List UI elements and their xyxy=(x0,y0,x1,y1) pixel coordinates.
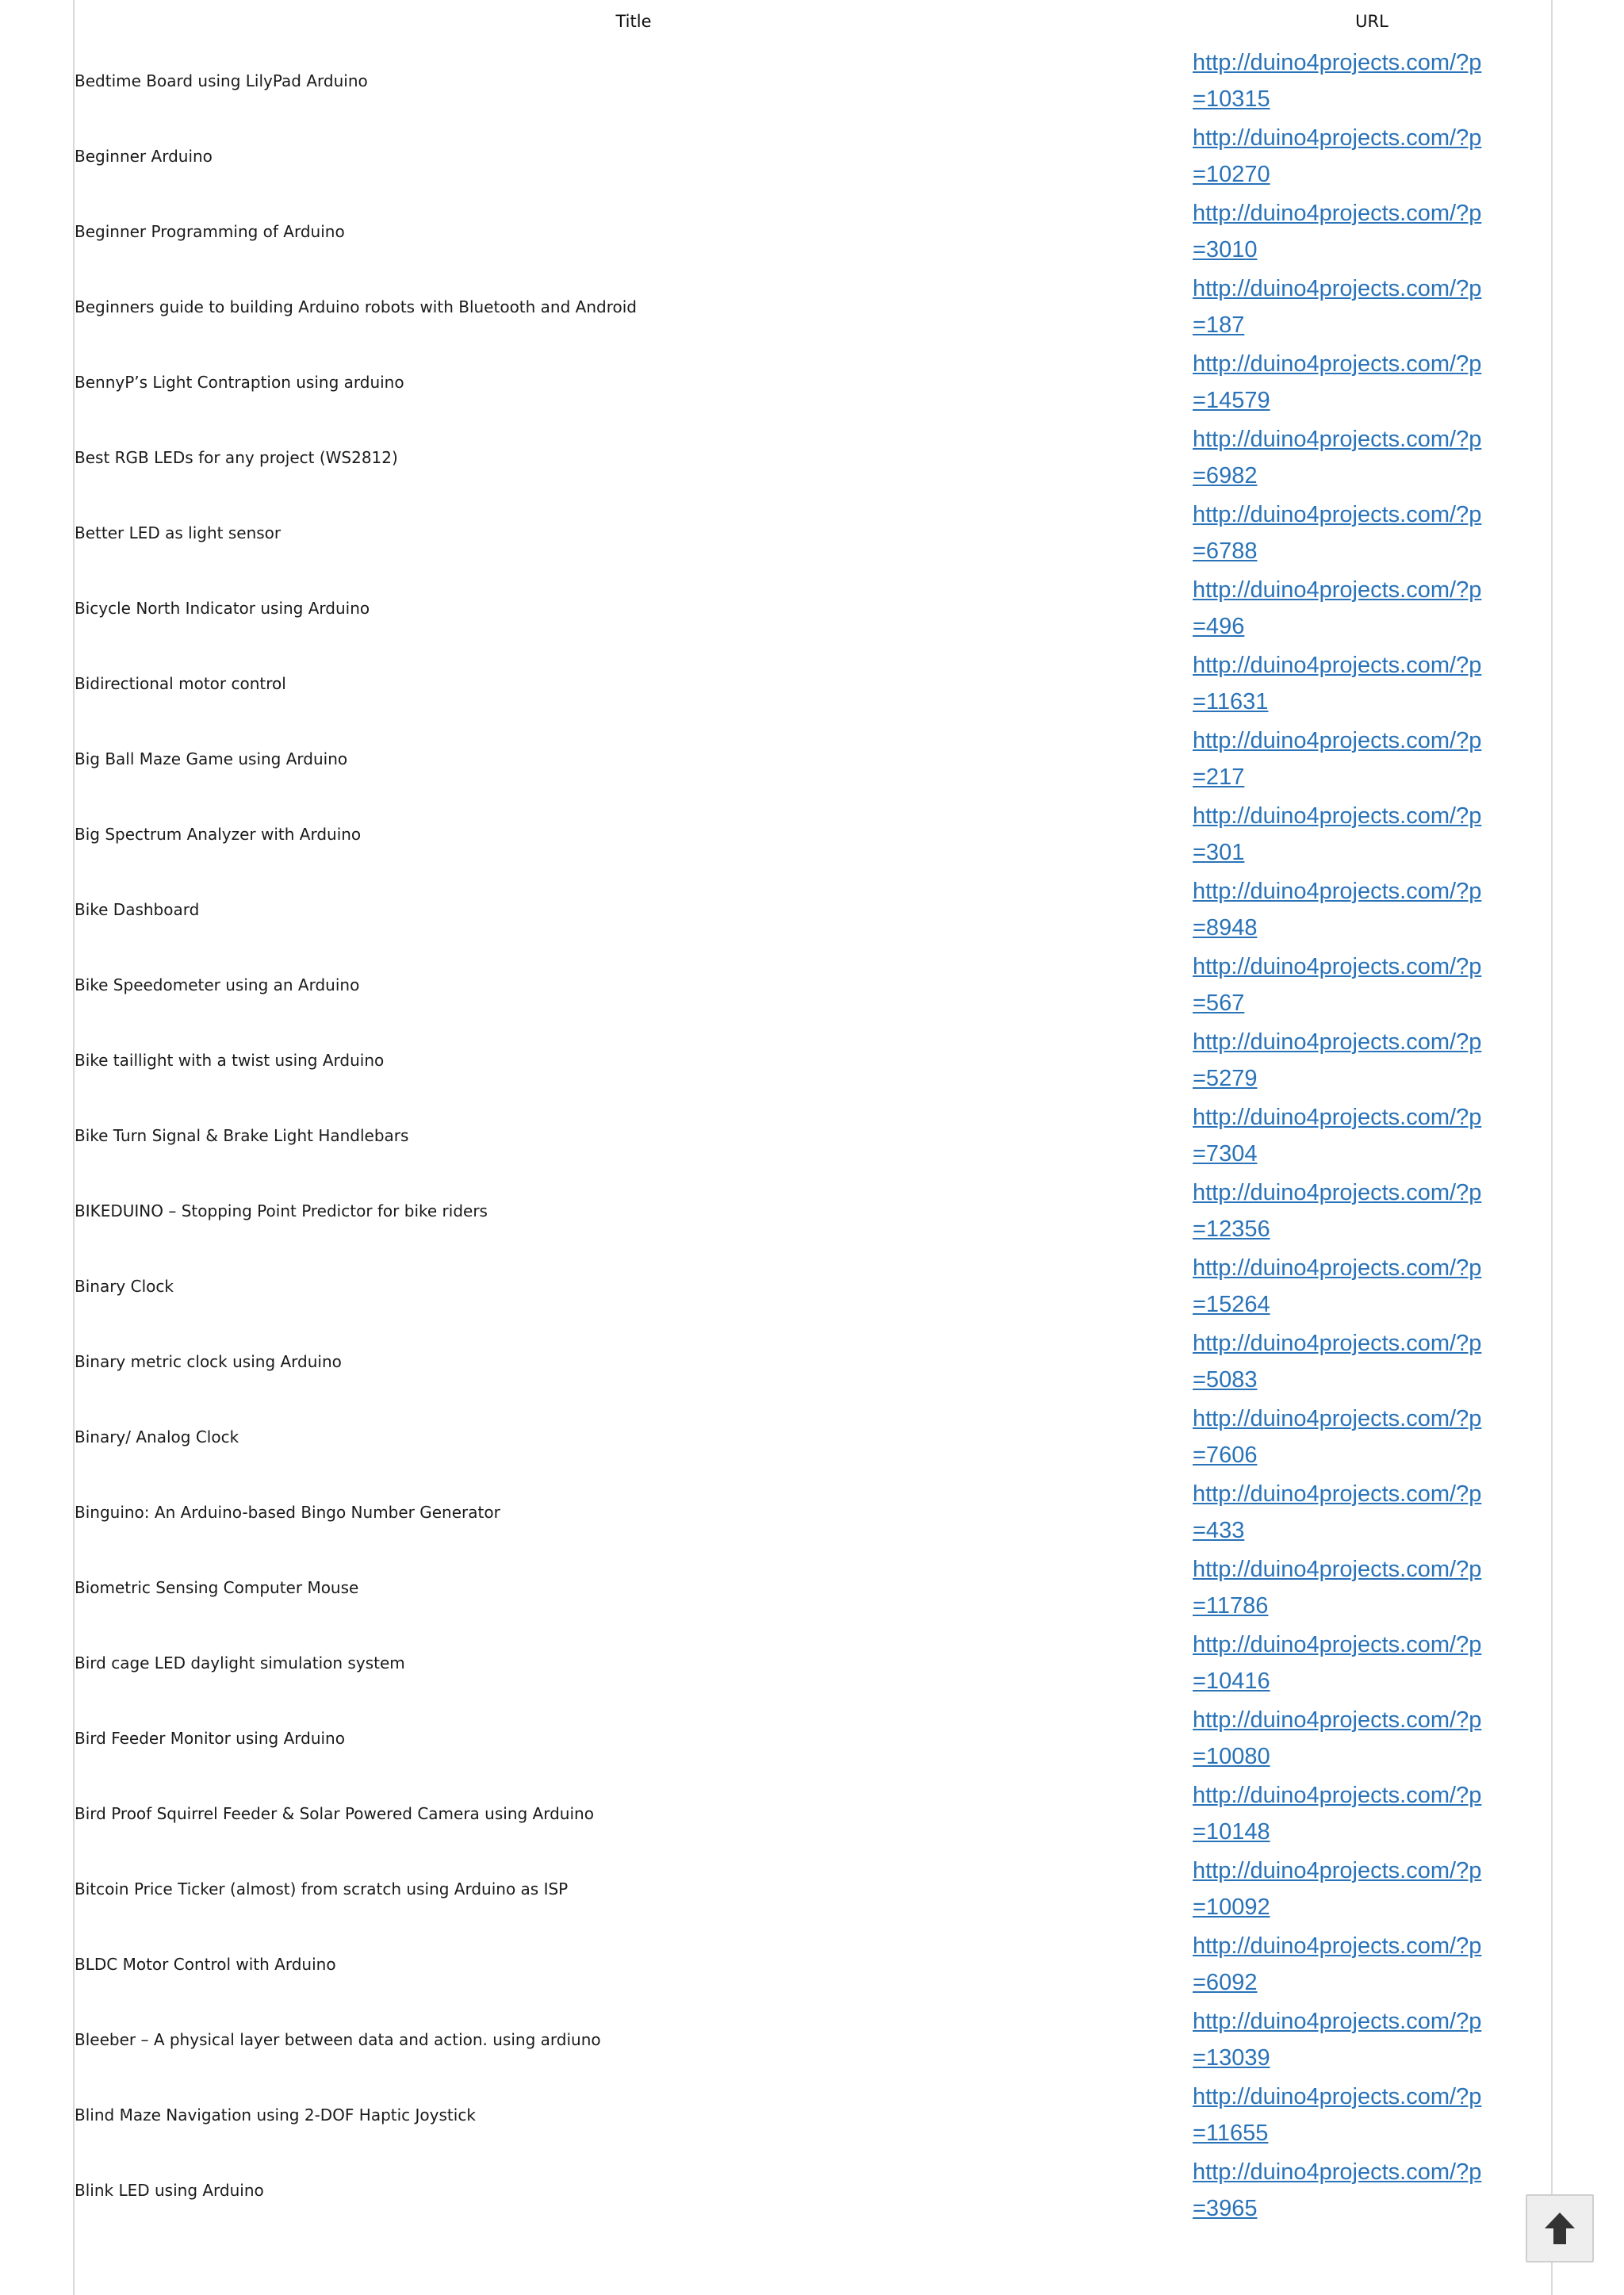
project-title: Bike Dashboard xyxy=(75,899,200,919)
url-cell xyxy=(1193,1098,1551,1173)
project-link[interactable]: http://duino4projects.com/?p=5279 xyxy=(1193,1029,1482,1091)
project-title: Biometric Sensing Computer Mouse xyxy=(75,1577,359,1597)
table-row xyxy=(75,118,1551,193)
table-row xyxy=(75,1474,1551,1550)
project-link[interactable]: http://duino4projects.com/?p=301 xyxy=(1193,803,1482,865)
table-row xyxy=(75,1776,1551,1851)
project-link[interactable]: http://duino4projects.com/?p=12356 xyxy=(1193,1179,1482,1242)
project-title: Bidirectional motor control xyxy=(75,673,286,693)
project-link[interactable]: http://duino4projects.com/?p=433 xyxy=(1193,1481,1482,1543)
project-link[interactable]: http://duino4projects.com/?p=10315 xyxy=(1193,49,1482,112)
project-link[interactable]: http://duino4projects.com/?p=3965 xyxy=(1193,2159,1482,2221)
project-link[interactable]: http://duino4projects.com/?p=496 xyxy=(1193,577,1482,639)
url-cell xyxy=(1193,344,1551,420)
table-row xyxy=(75,420,1551,495)
url-cell xyxy=(1193,269,1551,344)
project-link[interactable]: http://duino4projects.com/?p=217 xyxy=(1193,727,1482,790)
table-row xyxy=(75,344,1551,420)
content-frame xyxy=(73,0,1553,2295)
project-title: Better LED as light sensor xyxy=(75,523,282,542)
url-cell xyxy=(1193,2077,1551,2152)
project-title: BennyP’s Light Contraption using arduino xyxy=(75,372,404,392)
url-cell xyxy=(1193,43,1551,118)
project-link[interactable]: http://duino4projects.com/?p=7304 xyxy=(1193,1104,1482,1167)
url-cell xyxy=(1193,1248,1551,1324)
table-row xyxy=(75,495,1551,570)
table-row xyxy=(75,193,1551,269)
table-row xyxy=(75,2077,1551,2152)
table-row xyxy=(75,1248,1551,1324)
url-column-header: URL xyxy=(1355,12,1388,31)
url-cell xyxy=(1193,1474,1551,1550)
posts-table xyxy=(75,0,1551,2228)
table-row xyxy=(75,1022,1551,1098)
project-title: Best RGB LEDs for any project (WS2812) xyxy=(75,447,398,467)
table-row xyxy=(75,2152,1551,2228)
project-title: Big Spectrum Analyzer with Arduino xyxy=(75,824,362,844)
project-link[interactable]: http://duino4projects.com/?p=15264 xyxy=(1193,1255,1482,1317)
table-row xyxy=(75,1700,1551,1776)
project-title: BIKEDUINO – Stopping Point Predictor for bike riders xyxy=(75,1201,488,1220)
project-title: Bike taillight with a twist using Arduino xyxy=(75,1050,385,1070)
project-link[interactable]: http://duino4projects.com/?p=11655 xyxy=(1193,2083,1482,2146)
project-title: Bicycle North Indicator using Arduino xyxy=(75,598,370,618)
project-link[interactable]: http://duino4projects.com/?p=11631 xyxy=(1193,652,1482,715)
url-cell xyxy=(1193,118,1551,193)
table-row xyxy=(75,872,1551,947)
url-cell xyxy=(1193,2002,1551,2077)
project-title: Bedtime Board using LilyPad Arduino xyxy=(75,71,368,90)
url-cell xyxy=(1193,1550,1551,1625)
url-cell xyxy=(1193,570,1551,646)
url-cell xyxy=(1193,721,1551,796)
project-title: Beginner Programming of Arduino xyxy=(75,221,345,241)
project-title: Bitcoin Price Ticker (almost) from scratch using Arduino as ISP xyxy=(75,1879,569,1898)
url-cell xyxy=(1193,193,1551,269)
table-row xyxy=(75,796,1551,872)
project-title: Bird Feeder Monitor using Arduino xyxy=(75,1728,345,1748)
url-cell xyxy=(1193,1173,1551,1248)
url-cell xyxy=(1193,646,1551,721)
url-cell xyxy=(1193,1926,1551,2002)
url-cell xyxy=(1193,495,1551,570)
project-link[interactable]: http://duino4projects.com/?p=10148 xyxy=(1193,1782,1482,1845)
project-link[interactable]: http://duino4projects.com/?p=3010 xyxy=(1193,200,1482,262)
url-cell xyxy=(1193,1625,1551,1700)
table-row xyxy=(75,1173,1551,1248)
project-link[interactable]: http://duino4projects.com/?p=11786 xyxy=(1193,1556,1482,1619)
project-link[interactable]: http://duino4projects.com/?p=6788 xyxy=(1193,501,1482,564)
project-link[interactable]: http://duino4projects.com/?p=7606 xyxy=(1193,1405,1482,1468)
project-link[interactable]: http://duino4projects.com/?p=8948 xyxy=(1193,878,1482,941)
project-title: Big Ball Maze Game using Arduino xyxy=(75,749,348,768)
table-row xyxy=(75,1399,1551,1474)
url-cell xyxy=(1193,1700,1551,1776)
table-row xyxy=(75,570,1551,646)
url-cell xyxy=(1193,1851,1551,1926)
project-link[interactable]: http://duino4projects.com/?p=10416 xyxy=(1193,1631,1482,1694)
project-title: Blink LED using Arduino xyxy=(75,2180,264,2200)
table-row xyxy=(75,2002,1551,2077)
back-to-top-button[interactable] xyxy=(1526,2194,1594,2262)
project-link[interactable]: http://duino4projects.com/?p=5083 xyxy=(1193,1330,1482,1393)
url-cell xyxy=(1193,1022,1551,1098)
project-link[interactable]: http://duino4projects.com/?p=10270 xyxy=(1193,125,1482,187)
url-cell xyxy=(1193,947,1551,1022)
url-cell xyxy=(1193,872,1551,947)
table-row xyxy=(75,1098,1551,1173)
project-title: Binguino: An Arduino-based Bingo Number Generator xyxy=(75,1502,500,1522)
project-link[interactable]: http://duino4projects.com/?p=10080 xyxy=(1193,1707,1482,1769)
table-row xyxy=(75,1926,1551,2002)
project-title: Bike Speedometer using an Arduino xyxy=(75,975,360,994)
project-title: Beginners guide to building Arduino robots with Bluetooth and Android xyxy=(75,297,637,316)
project-title: Binary Clock xyxy=(75,1276,174,1296)
table-row xyxy=(75,1625,1551,1700)
project-title: Bike Turn Signal & Brake Light Handlebars xyxy=(75,1125,409,1145)
url-cell xyxy=(1193,1399,1551,1474)
table-row xyxy=(75,646,1551,721)
project-title: Blind Maze Navigation using 2-DOF Haptic Joystick xyxy=(75,2105,476,2125)
table-row xyxy=(75,947,1551,1022)
arrow-up-icon xyxy=(1544,2211,1576,2246)
table-row xyxy=(75,1550,1551,1625)
project-link[interactable]: http://duino4projects.com/?p=6982 xyxy=(1193,426,1482,489)
title-column-header: Title xyxy=(615,12,652,31)
project-title: BLDC Motor Control with Arduino xyxy=(75,1954,336,1974)
table-header-row xyxy=(75,0,1551,43)
project-link[interactable]: http://duino4projects.com/?p=567 xyxy=(1193,953,1482,1016)
table-body xyxy=(75,43,1551,2228)
project-title: Bird cage LED daylight simulation system xyxy=(75,1653,405,1672)
project-title: Bleeber – A physical layer between data and action. using ardiuno xyxy=(75,2029,601,2049)
table-row xyxy=(75,721,1551,796)
project-title: Beginner Arduino xyxy=(75,146,213,166)
project-link[interactable]: http://duino4projects.com/?p=6092 xyxy=(1193,1933,1482,1995)
url-cell xyxy=(1193,796,1551,872)
project-title: Binary metric clock using Arduino xyxy=(75,1351,342,1371)
url-cell xyxy=(1193,1324,1551,1399)
url-cell xyxy=(1193,1776,1551,1851)
url-cell xyxy=(1193,420,1551,495)
project-link[interactable]: http://duino4projects.com/?p=13039 xyxy=(1193,2008,1482,2071)
table-row xyxy=(75,43,1551,118)
project-link[interactable]: http://duino4projects.com/?p=14579 xyxy=(1193,351,1482,413)
project-title: Bird Proof Squirrel Feeder & Solar Powered Camera using Arduino xyxy=(75,1803,594,1823)
table-row xyxy=(75,1851,1551,1926)
table-row xyxy=(75,1324,1551,1399)
url-cell xyxy=(1193,2152,1551,2228)
project-link[interactable]: http://duino4projects.com/?p=187 xyxy=(1193,275,1482,338)
table-row xyxy=(75,269,1551,344)
project-link[interactable]: http://duino4projects.com/?p=10092 xyxy=(1193,1857,1482,1920)
project-title: Binary/ Analog Clock xyxy=(75,1427,239,1446)
